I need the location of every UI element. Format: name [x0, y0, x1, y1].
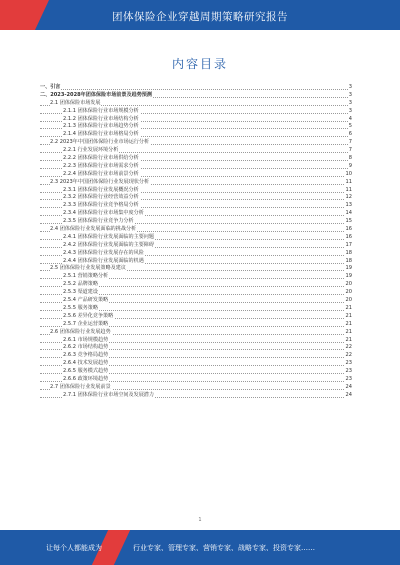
toc-entry-label: 2.4 团体保险行业发展面临的挑战分析 — [50, 226, 137, 233]
toc-entry[interactable] — [40, 179, 352, 187]
toc-entry-page: 12 — [345, 194, 352, 201]
toc-entry-page: 4 — [348, 115, 352, 122]
toc-entry[interactable] — [40, 84, 352, 92]
toc-entry-label: 2.6.6 政策环境趋势 — [63, 375, 109, 382]
toc-entry-label: 2.1.1 团体保险行业市场规模分析 — [63, 107, 139, 114]
toc-entry-page: 17 — [345, 241, 352, 248]
toc-entry-label: 2.2.4 团体保险行业市场前景分析 — [63, 170, 139, 177]
toc-entry-page: 18 — [345, 249, 352, 256]
toc-entry-label: 2.4.4 团体保险行业发展面临的机遇 — [63, 257, 144, 264]
toc-entry-page: 3 — [348, 84, 352, 90]
toc-entry-label: 2.6.5 服务模式趋势 — [63, 368, 109, 375]
toc-entry[interactable] — [40, 392, 352, 400]
toc-entry-page: 21 — [345, 312, 352, 319]
toc-entry[interactable] — [40, 234, 352, 242]
toc-entry[interactable] — [40, 329, 352, 337]
toc-entry[interactable] — [40, 360, 352, 368]
toc-entry-label: 2.3.2 团体保险行业经营效益分析 — [63, 194, 139, 201]
toc-entry[interactable] — [40, 163, 352, 171]
toc-entry[interactable] — [40, 171, 352, 179]
toc-entry-label: 2.6.2 市场结构趋势 — [63, 344, 109, 351]
toc-entry-label: 2.6.4 技术发展趋势 — [63, 360, 109, 367]
toc-entry-page: 16 — [345, 226, 352, 233]
footer-slogan: 让每个人都能成为 — [46, 544, 102, 552]
toc-entry-page: 20 — [345, 281, 352, 288]
toc-entry-page: 19 — [345, 273, 352, 280]
toc-entry-page: 24 — [345, 391, 352, 398]
toc-entry-page: 21 — [345, 320, 352, 327]
toc-entry[interactable] — [40, 147, 352, 155]
toc-entry-page: 7 — [348, 139, 352, 146]
toc-entry-page: 23 — [345, 360, 352, 367]
toc-entry-page: 21 — [345, 336, 352, 343]
toc-entry[interactable] — [40, 226, 352, 234]
toc-entry-label: 2.2.2 团体保险行业市场供给分析 — [63, 155, 139, 162]
toc-entry[interactable] — [40, 368, 352, 376]
toc-entry-page: 21 — [345, 328, 352, 335]
toc-entry-label: 2.2.3 团体保险行业市场需求分析 — [63, 162, 139, 169]
toc-entry-page: 6 — [348, 131, 352, 138]
page-number: 1 — [198, 517, 202, 523]
footer-services: 行业专家、管理专家、营销专家、战略专家、投资专家…… — [133, 544, 315, 552]
toc-entry[interactable] — [40, 92, 352, 100]
toc-entry-page: 18 — [345, 257, 352, 264]
toc-entry-label: 2.5.4 产品研发策略 — [63, 297, 109, 304]
toc-entry-label: 2.4.1 团体保险行业发展面临的主要问题 — [63, 233, 154, 240]
toc-entry-label: 2.6.3 竞争格局趋势 — [63, 352, 109, 359]
toc-entry-page: 3 — [348, 99, 352, 106]
toc-entry-page: 24 — [345, 383, 352, 390]
toc-entry-page: 19 — [345, 265, 352, 272]
toc-entry-label: 2.2.1 行业发展环境分析 — [63, 147, 119, 154]
toc-entry-page: 21 — [345, 304, 352, 311]
toc-entry-page: 3 — [348, 107, 352, 114]
report-title: 团体保险企业穿越周期策略研究报告 — [112, 11, 288, 23]
toc-entry-label: 2.1 团体保险市场发展 — [50, 99, 101, 106]
toc-entry-label: 2.3.4 团体保险行业市场集中度分析 — [63, 210, 144, 217]
toc-entry-label: 2.5.2 品牌策略 — [63, 281, 98, 288]
toc-entry-page: 10 — [345, 170, 352, 177]
toc-entry-label: 2.3.1 团体保险行业发展概况分析 — [63, 186, 139, 193]
toc-entry-page: 23 — [345, 368, 352, 375]
toc-entry-page: 7 — [348, 147, 352, 154]
toc-entry[interactable] — [40, 321, 352, 329]
toc-entry[interactable] — [40, 242, 352, 250]
footer-banner — [0, 530, 400, 565]
toc-entry[interactable] — [40, 297, 352, 305]
toc-entry-label: 2.7 团体保险行业发展前景 — [50, 383, 111, 390]
toc-entry-page: 14 — [345, 210, 352, 217]
toc-entry[interactable] — [40, 289, 352, 297]
toc-entry-label: 2.5.3 渠道建设 — [63, 289, 98, 296]
toc-entry-page: 20 — [345, 289, 352, 296]
toc-entry-page: 11 — [345, 186, 352, 193]
toc-entry-page: 20 — [345, 297, 352, 304]
toc-entry[interactable] — [40, 100, 352, 108]
toc-entry-page: 11 — [345, 178, 352, 185]
toc-entry-page: 23 — [345, 375, 352, 382]
toc-entry-page: 16 — [345, 233, 352, 240]
toc-entry-label: 2.3.5 团体保险行业竞争力分析 — [63, 218, 134, 225]
toc-entry-label: 2.3 2023年中国团体保险行业发展现状分析 — [50, 178, 150, 185]
toc-entry-label: 2.1.3 团体保险行业市场趋势分析 — [63, 123, 139, 130]
toc-entry-label: 2.6.1 市场规模趋势 — [63, 336, 109, 343]
toc-entry-label: 2.5.7 企业运营策略 — [63, 320, 109, 327]
toc-entry-label: 2.5.6 差异化竞争策略 — [63, 312, 114, 319]
toc-entry[interactable] — [40, 210, 352, 218]
toc-entry-label: 2.5.1 营销策略分析 — [63, 273, 109, 280]
toc-entry[interactable] — [40, 305, 352, 313]
toc-entry[interactable] — [40, 384, 352, 392]
toc-entry-page: 13 — [345, 202, 352, 209]
toc-entry[interactable] — [40, 376, 352, 384]
toc-entry-label: 2.5 团体保险行业发展策略及建议 — [50, 265, 126, 272]
toc-entry[interactable] — [40, 139, 352, 147]
table-of-contents — [40, 84, 352, 400]
toc-entry-label: 2.1.2 团体保险行业市场结构分析 — [63, 115, 139, 122]
toc-entry-label: 2.6 团体保险行业发展趋势 — [50, 328, 111, 335]
toc-entry-page: 22 — [345, 352, 352, 359]
toc-entry[interactable] — [40, 108, 352, 116]
toc-entry-page: 3 — [348, 91, 352, 98]
toc-entry[interactable] — [40, 218, 352, 226]
toc-entry-label: 2.3.3 团体保险行业竞争格局分析 — [63, 202, 139, 209]
toc-heading: 内容目录 — [171, 57, 228, 71]
toc-entry[interactable] — [40, 250, 352, 258]
toc-entry-label: 2.7.1 团体保险行业市场空间及发展潜力 — [63, 391, 154, 398]
toc-entry-label: 一、引言 — [40, 84, 61, 90]
toc-entry-page: 15 — [345, 218, 352, 225]
toc-entry[interactable] — [40, 155, 352, 163]
toc-entry-label: 2.4.2 团体保险行业发展面临的主要障碍 — [63, 241, 154, 248]
toc-entry[interactable] — [40, 281, 352, 289]
report-header — [0, 0, 400, 30]
dot-leader — [40, 89, 352, 90]
toc-entry-label: 2.4.3 团体保险行业发展存在的风险 — [63, 249, 144, 256]
toc-entry-page: 22 — [345, 344, 352, 351]
toc-entry-label: 2.5.5 服务策略 — [63, 304, 98, 311]
toc-entry-label: 2.1.4 团体保险行业市场格局分析 — [63, 131, 139, 138]
toc-entry-page: 5 — [348, 123, 352, 130]
toc-entry-label: 二、2023-2028年团体保险市场前景及趋势预测 — [40, 91, 152, 98]
toc-entry[interactable] — [40, 313, 352, 321]
toc-entry-page: 8 — [348, 155, 352, 162]
toc-entry[interactable] — [40, 352, 352, 360]
toc-entry-page: 9 — [348, 162, 352, 169]
toc-entry-label: 2.2 2023年中国团体保险行业市场运行分析 — [50, 139, 150, 146]
